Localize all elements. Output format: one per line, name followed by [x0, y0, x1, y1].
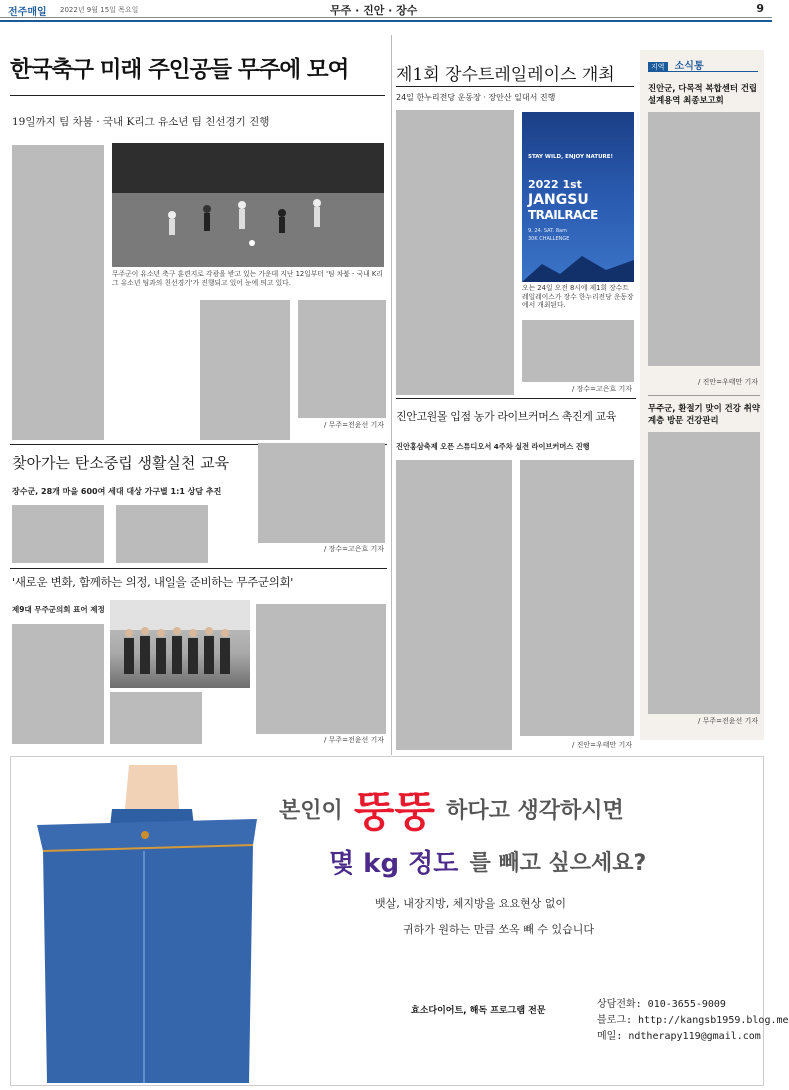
- masthead: [0, 0, 772, 18]
- council-subhead: 제9대 무주군의회 표어 제정: [12, 605, 105, 614]
- issue-date: 2022년 9월 15일 목요일: [60, 6, 139, 14]
- carbon-body-col2: [116, 505, 208, 563]
- trail-poster: [522, 112, 634, 282]
- trail-body-col1: [396, 110, 514, 395]
- council-byline: / 무주=전윤선 기자: [323, 736, 384, 744]
- carbon-byline: / 장수=고은효 기자: [323, 545, 384, 553]
- ad-headline2-post: 를 빼고 싶으세요?: [469, 851, 647, 876]
- poster-year: 2022 1st: [528, 178, 582, 191]
- farm-byline: / 진안=우태만 기자: [571, 741, 632, 749]
- farm-headline: 진안고원몰 입점 농가 라이브커머스 촉진게 교육: [396, 410, 617, 423]
- section-title: 무주 · 진안 · 장수: [330, 4, 418, 17]
- lead-body-col3: [298, 300, 386, 418]
- ad-sub1: 뱃살, 내장지방, 체지방을 요요현상 없이: [375, 897, 566, 910]
- lead-headline: 한국축구 미래 주인공들 무주에 모여: [10, 57, 349, 83]
- brief2-title: 무주군, 환절기 맞이 건강 취약계층 방문 건강관리: [648, 403, 760, 425]
- trail-caption: 오는 24일 오전 8시에 제1회 장수트레일레이스가 장수 한누리전당 운동장에서 개최된다.: [522, 284, 634, 310]
- carbon-subhead: 장수군, 28개 마을 600여 세대 대상 가구별 1:1 상담 추진: [12, 487, 222, 496]
- poster-distance: 30K CHALLENGE: [528, 236, 570, 242]
- poster-tagline: STAY WILD, ENJOY NATURE!: [528, 154, 614, 160]
- lead-body-col1: [12, 145, 104, 440]
- ad-sub2: 귀하가 원하는 만큼 쏘옥 빼 수 있습니다: [403, 923, 594, 936]
- poster-title1: JANGSU: [528, 192, 589, 208]
- ad-headline1-post: 하다고 생각하시면: [446, 798, 624, 824]
- soccer-photo: [112, 143, 384, 267]
- ad-company: 효소다이어트, 해독 프로그램 전문: [411, 1006, 546, 1016]
- council-body-col2: [110, 692, 202, 744]
- ad-phone: 상담전화: 010-3655-9009: [597, 999, 726, 1010]
- trail-byline: / 장수=고은효 기자: [571, 385, 632, 393]
- brief1-body: [648, 112, 760, 366]
- diet-advertisement: [10, 756, 789, 1086]
- lead-subhead: 19일까지 팀 차붐 · 국내 K리그 유소년 팀 친선경기 진행: [12, 116, 270, 128]
- paper-name: 전주매일: [8, 7, 47, 18]
- page-number: 9: [756, 2, 764, 15]
- trail-headline: 제1회 장수트레일레이스 개최: [396, 65, 615, 85]
- council-body-col1: [12, 624, 104, 744]
- carbon-headline: 찾아가는 탄소중립 생활실천 교육: [12, 454, 230, 472]
- poster-date: 9. 24. SAT. 8am: [528, 228, 567, 234]
- farm-body-col1: [396, 460, 512, 750]
- ad-headline2-emphasis: 몇 kg 정도: [329, 849, 459, 879]
- brief1-title: 진안군, 다목적 복합센터 건립 설계용역 최종보고회: [648, 83, 758, 105]
- ad-headline1-pre: 본인이: [279, 798, 343, 824]
- council-body-col3: [256, 604, 386, 734]
- lead-byline: / 무주=전윤선 기자: [323, 421, 384, 429]
- farm-subhead: 진안홍삼축제 오픈 스튜디오서 4주차 실전 라이브커머스 진행: [396, 442, 590, 451]
- council-headline: '새로운 변화, 함께하는 의정, 내일을 준비하는 무주군의회': [12, 575, 294, 589]
- brief1-byline: / 진안=우태만 기자: [697, 378, 758, 386]
- council-photo: [110, 600, 250, 688]
- news-brief-label: [648, 54, 758, 72]
- ad-blog: 블로그: http://kangsb1959.blog.me: [597, 1015, 789, 1026]
- carbon-body-col3: [258, 443, 385, 543]
- ad-headline1-emphasis: 뚱뚱: [353, 787, 436, 836]
- news-brief-label-prefix: 지역: [648, 62, 668, 72]
- trail-subhead: 24일 한누리전당 운동장 · 장안산 일대서 진행: [396, 93, 556, 102]
- brief2-body: [648, 432, 760, 714]
- brief2-byline: / 무주=전윤선 기자: [697, 717, 758, 725]
- soccer-caption: 무주군이 유소년 축구 훈련지로 각광을 받고 있는 가운데 지난 12일부터 '팀 차붐 - 국내 K리그 유소년 팀과의 친선경기'가 진행되고 있어 눈에 띄고 있다.: [112, 270, 383, 287]
- jeans-illustration: [17, 765, 267, 1083]
- news-brief-label-text: 소식통: [674, 61, 704, 72]
- carbon-body-col1: [12, 505, 104, 563]
- ad-headline1: [279, 779, 759, 839]
- trail-body-col2: [522, 320, 634, 382]
- ad-email: 메일: ndtherapy119@gmail.com: [597, 1031, 761, 1042]
- farm-body-col2: [520, 460, 634, 736]
- ad-headline2: [329, 843, 759, 880]
- lead-body-col2: [200, 300, 290, 440]
- poster-title2: TRAILRACE: [528, 208, 598, 222]
